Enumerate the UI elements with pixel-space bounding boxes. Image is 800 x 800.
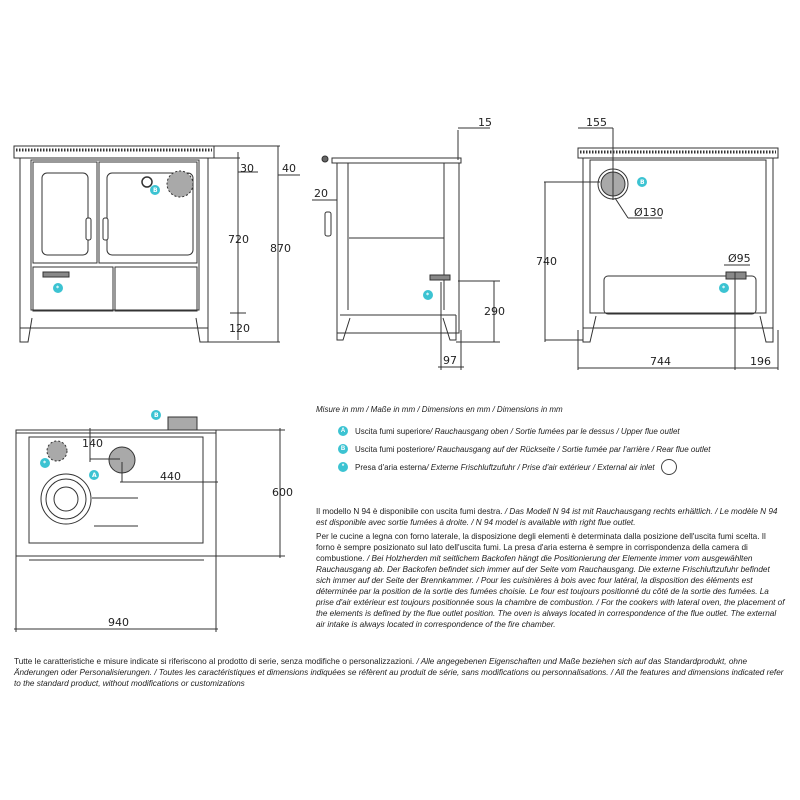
badge-b-icon: B <box>338 444 348 454</box>
legend-label-translations: / Externe Frischluftzufuhr / Prise d'air extérieur / External air inlet <box>426 462 655 472</box>
svg-text:A: A <box>92 472 97 479</box>
badge-top-air-inlet <box>40 458 50 468</box>
side-dim-290: 290 <box>484 305 505 318</box>
legend-label-it: Uscita fumi superiore <box>355 426 431 436</box>
layout-note-translations: / Bei Holzherden mit seitlichem Backofen hängt die Positionierung der Elemente immer vom ausgewählten Rauchausgang ab. Der Backofen befindet sich immer auf der Seite vom Rauchausgang. Die externe Frischluftzufuhr befindet sich immer auf der Seite der Brennkammer. / Pour les cuisinières à bois avec four latéral, la disposition des éléments est déterminée par la position de la sortie des fumées choisie. Le four est toujours positionné du côté de la sortie des fumées. La prise d'air extérieur est toujours positionnée sous la chambre de combustion. / For the cookers with lateral oven, the placement of the elements is defined by the flue outlet position. The oven is always located in correspondence of the flue outlet. The external air intake is always located in correspondence of the fire chamber. <box>316 554 785 629</box>
svg-text:B: B <box>153 187 158 194</box>
units-note: Misure in mm / Maße in mm / Dimensions en mm / Dimensions in mm <box>316 405 563 414</box>
legend-item-air-inlet <box>338 458 786 476</box>
front-view <box>14 146 300 342</box>
legend-item-rear-outlet <box>338 440 786 458</box>
front-dim-720: 720 <box>228 233 249 246</box>
top-view <box>14 417 285 632</box>
rear-view <box>544 128 778 370</box>
badge-front-rear-outlet <box>150 185 160 195</box>
front-dim-870: 870 <box>270 242 291 255</box>
legend-label-translations: / Rauchausgang auf der Rückseite / Sortie fumée par l'arrière / Rear flue outlet <box>432 444 711 454</box>
layout-note-it: Per le cucine a legna con forno laterale, la disposizione degli elementi è determinata dalla posizione dell'uscita fumi scelta. Il forno è sempre posizionato sul lato dell'uscita fumi. La presa d'aria esterna è sempre in corrispondenza della camera di combustione. <box>316 532 766 563</box>
side-view <box>312 128 500 370</box>
disclaimer-it: Tutte le caratteristiche e misure indicate si riferiscono al prodotto di serie, senza modifiche o personalizzazioni. <box>14 657 415 666</box>
front-dim-120: 120 <box>229 322 250 335</box>
air-inlet-badge-icon: * <box>338 462 348 472</box>
svg-text:B: B <box>154 412 159 419</box>
rear-dim-155: 155 <box>586 116 607 129</box>
svg-text:*: * <box>722 285 726 292</box>
badge-top-upper-outlet <box>89 470 99 480</box>
badge-rear-air-inlet <box>719 283 729 293</box>
rear-dim-95: Ø95 <box>728 252 751 265</box>
svg-text:*: * <box>426 292 430 299</box>
rear-dim-130: Ø130 <box>634 206 664 219</box>
top-dim-600: 600 <box>272 486 293 499</box>
badge-side-air-inlet <box>423 290 433 300</box>
top-dim-440: 440 <box>160 470 181 483</box>
svg-text:*: * <box>43 460 47 467</box>
legend-label-translations: / Rauchausgang oben / Sortie fumées par le dessus / Upper flue outlet <box>430 426 680 436</box>
model-note-translations: / Das Modell N 94 ist mit Rauchausgang rechts erhältlich. / Le modèle N 94 est disponible avec sortie fumées à droite. / N 94 model is available with right flue outlet. <box>316 507 778 527</box>
disclaimer-translations: / Alle angegebenen Eigenschaften und Maße beziehen sich auf das Standardprodukt, ohne Änderungen oder Personalisierungen. / Toutes les caractéristiques et dimensions indiquées se réfèrent au produit de série, sans modifications ou personnalisations. / All the features and dimensions indicated refer to the standard product, without modifications or customizations <box>14 657 784 688</box>
rear-dim-740: 740 <box>536 255 557 268</box>
rear-dim-196: 196 <box>750 355 771 368</box>
model-note-it: Il modello N 94 è disponibile con uscita fumi destra. <box>316 507 503 516</box>
badge-rear-rear-outlet <box>637 177 647 187</box>
model-note <box>316 506 786 528</box>
top-dim-940: 940 <box>108 616 129 629</box>
legend-label-it: Presa d'aria esterna <box>355 462 427 472</box>
legend <box>316 404 786 476</box>
badge-a-icon: A <box>338 426 348 436</box>
svg-text:*: * <box>56 285 60 292</box>
front-dim-40: 40 <box>282 162 296 175</box>
side-dim-20: 20 <box>314 187 328 200</box>
layout-note <box>316 531 786 630</box>
side-dim-15: 15 <box>478 116 492 129</box>
rear-dim-744: 744 <box>650 355 671 368</box>
legend-item-upper-outlet <box>338 422 786 440</box>
legend-label-it: Uscita fumi posteriore <box>355 444 433 454</box>
svg-text:B: B <box>640 179 645 186</box>
badge-top-rear-outlet <box>151 410 161 420</box>
badge-front-air-inlet <box>53 283 63 293</box>
disclaimer <box>14 656 789 689</box>
front-dim-30: 30 <box>240 162 254 175</box>
air-inlet-icon <box>661 459 677 475</box>
top-dim-140: 140 <box>82 437 103 450</box>
side-dim-97: 97 <box>443 354 457 367</box>
